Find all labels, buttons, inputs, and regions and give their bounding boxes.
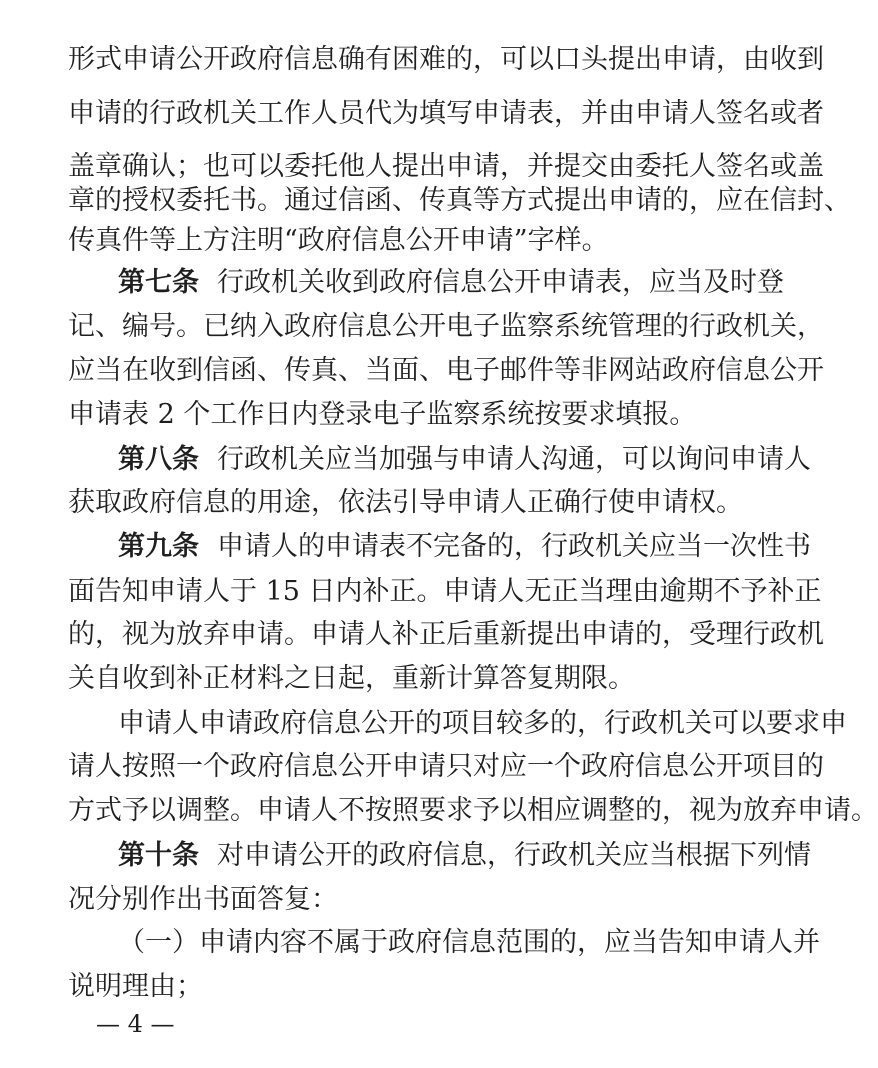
article-8-heading: 第八条 (118, 444, 199, 475)
article-8-line (118, 443, 811, 477)
article-7-text: 行政机关收到政府信息公开申请表，应当及时登 (217, 267, 784, 298)
article-9-heading: 第九条 (118, 531, 199, 562)
text-line-4: 章的授权委托书。通过信函、传真等方式提出申请的，应在信封、 (68, 185, 851, 216)
text-line-8: 应当在收到信函、传真、当面、电子邮件等非网站政府信息公开 (68, 355, 824, 386)
text-line-1: 形式申请公开政府信息确有困难的，可以口头提出申请，由收到 (68, 44, 824, 75)
text-line-9: 申请表 2 个工作日内登录电子监察系统按要求填报。 (68, 399, 697, 430)
article-9-text: 申请人的申请表不完备的，行政机关应当一次性书 (217, 531, 811, 562)
text-line-17: 请人按照一个政府信息公开申请只对应一个政府信息公开项目的 (68, 751, 824, 782)
text-line-21: （一）申请内容不属于政府信息范围的，应当告知申请人并 (118, 927, 820, 958)
text-line-2: 申请的行政机关工作人员代为填写申请表，并由申请人签名或者 (68, 98, 824, 129)
text-line-15: 关自收到补正材料之日起，重新计算答复期限。 (68, 663, 635, 694)
text-line-18: 方式予以调整。申请人不按照要求予以相应调整的，视为放弃申请。 (68, 795, 878, 826)
article-10-heading: 第十条 (118, 840, 199, 871)
text-line-13: 面告知申请人于 15 日内补正。申请人无正当理由逾期不予补正 (68, 576, 822, 607)
text-line-7: 记、编号。已纳入政府信息公开电子监察系统管理的行政机关， (68, 311, 824, 342)
text-line-5: 传真件等上方注明“政府信息公开申请”字样。 (68, 225, 609, 256)
article-7-heading: 第七条 (118, 267, 199, 298)
text-line-22: 说明理由； (68, 971, 203, 1002)
article-7-line (118, 266, 784, 300)
article-10-text: 对申请公开的政府信息，行政机关应当根据下列情 (217, 840, 811, 871)
page-number: — 4 — (96, 1010, 175, 1038)
text-line-20: 况分别作出书面答复： (68, 884, 338, 915)
text-line-11: 获取政府信息的用途，依法引导申请人正确行使申请权。 (68, 487, 743, 518)
text-line-14: 的，视为放弃申请。申请人补正后重新提出申请的，受理行政机 (68, 619, 824, 650)
article-10-line (118, 839, 811, 873)
text-line-16: 申请人申请政府信息公开的项目较多的，行政机关可以要求申 (118, 708, 847, 739)
text-line-3: 盖章确认；也可以委托他人提出申请，并提交由委托人签名或盖 (68, 151, 824, 182)
article-8-text: 行政机关应当加强与申请人沟通，可以询问申请人 (217, 444, 811, 475)
article-9-line (118, 530, 811, 564)
